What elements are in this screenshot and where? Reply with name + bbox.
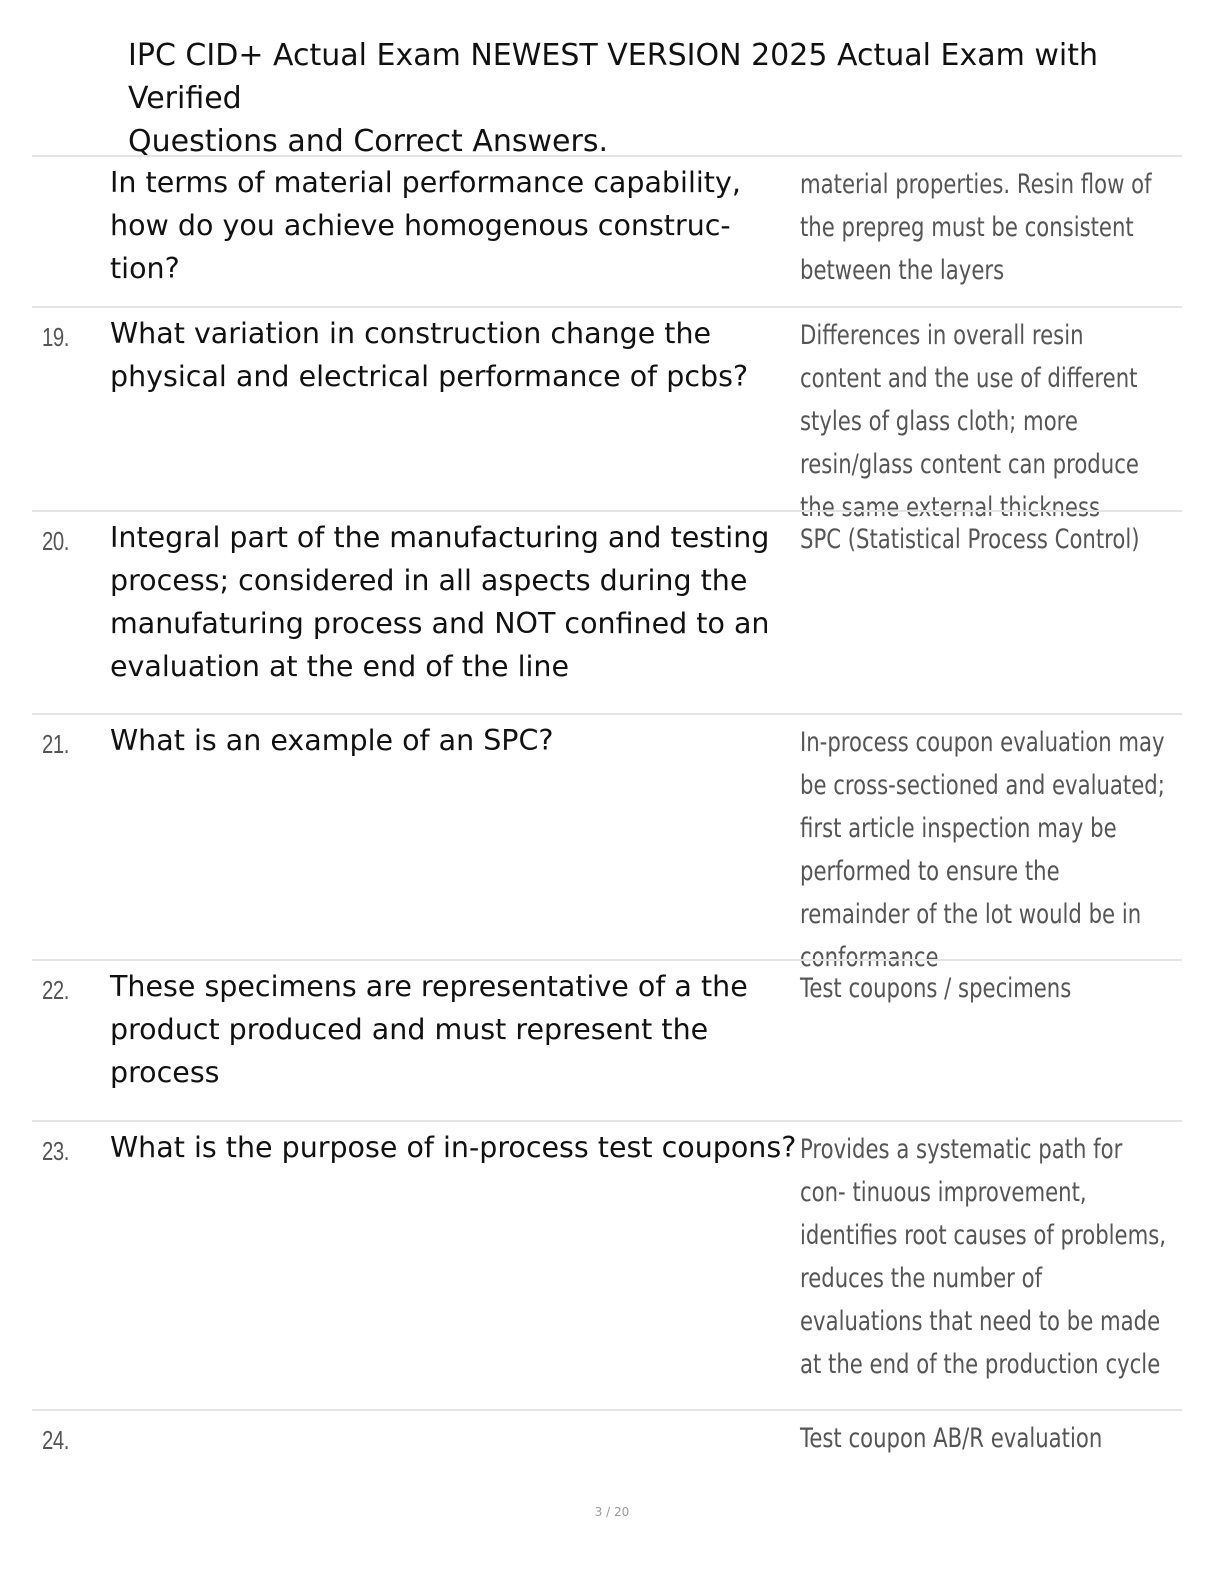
qa-row: [32, 959, 1182, 1120]
question-number: 23.: [42, 1136, 70, 1166]
answer-text: SPC (Statistical Process Control): [800, 524, 1140, 555]
answer-text: Test coupon AB/R evaluation: [800, 1423, 1103, 1454]
document-title-line-1: IPC CID+ Actual Exam NEWEST VERSION 2025 Actual Exam with Verified: [128, 38, 1098, 116]
answer-text: In-process coupon evaluation may be cross-sectioned and evaluated; first article inspection may be performed to ensure the remainder of the lot would be in conformance: [800, 727, 1165, 973]
question-number: 20.: [42, 526, 70, 556]
qa-row: [32, 1409, 1182, 1479]
question-text: Integral part of the manufacturing and testing process; considered in all aspects during the manufaturing process and NOT confined to an evaluation at the end of the line: [110, 521, 770, 683]
qa-row: [32, 155, 1182, 306]
qa-row: [32, 510, 1182, 713]
question-text: What variation in construction change the physical and electrical performance of pcbs?: [110, 317, 749, 393]
question-text: What is an example of an SPC?: [110, 724, 554, 757]
question-number: 19.: [42, 322, 70, 352]
question-number: 24.: [42, 1425, 70, 1455]
answer-text: material properties. Resin flow of the prepreg must be consistent between the layers: [800, 169, 1152, 286]
answer-text: Differences in overall resin content and the use of different styles of glass cloth; more resin/glass content can produce the same external thickness: [800, 320, 1139, 523]
document-title-line-2: Questions and Correct Answers.: [128, 124, 609, 159]
document-title: [128, 34, 1208, 163]
answer-text: Provides a systematic path for con- tinuous improvement, identifies root causes of problems, reduces the number of evaluations that need to be made at the end of the production cycle: [800, 1134, 1167, 1380]
question-number: 22.: [42, 975, 70, 1005]
qa-table: [32, 155, 1182, 1479]
qa-row: [32, 713, 1182, 973]
qa-row: [32, 1120, 1182, 1409]
qa-row: [32, 306, 1182, 523]
question-text: What is the purpose of in-process test coupons?: [110, 1131, 797, 1164]
page-number: 3 / 20: [594, 1505, 630, 1519]
question-text: These specimens are representative of a the product produced and must represent the process: [110, 970, 748, 1089]
answer-text: Test coupons / specimens: [800, 973, 1072, 1004]
question-text: In terms of material performance capability, how do you achieve homogenous construc- tion?: [110, 166, 741, 285]
question-number: 21.: [42, 729, 70, 759]
